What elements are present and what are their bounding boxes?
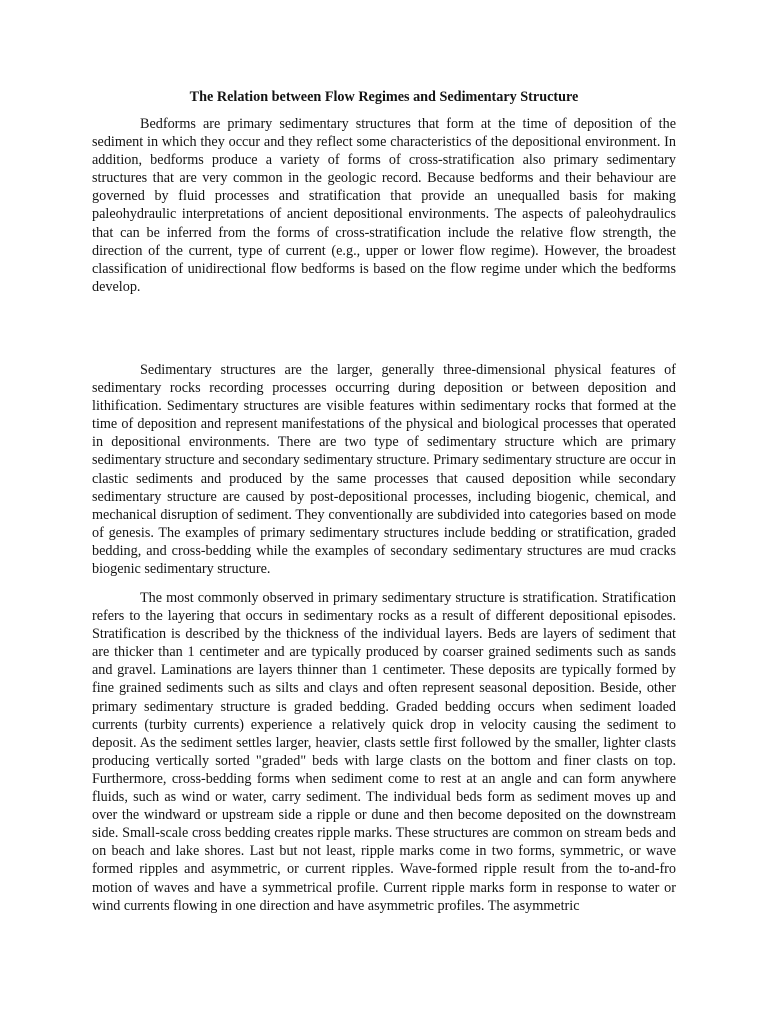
document-title: The Relation between Flow Regimes and Sedimentary Structure bbox=[189, 89, 579, 105]
paragraph-bedforms: Bedforms are primary sedimentary structures that form at the time of deposition of the sediment in which they occur and they reflect some characteristics of the depositional environment. In addition, bedforms produce a variety of forms of cross-stratification also primary sedimentary structures that are very common in the geologic record. Because bedforms and their behaviour are governed by fluid processes and stratification that provide an unequalled basis for making paleohydraulic interpretations of ancient depositional environments. The aspects of paleohydraulics that can be inferred from the forms of cross-stratification include the relative flow strength, the direction of the current, type of current (e.g., upper or lower flow regime). However, the broadest classification of unidirectional flow bedforms is based on the flow regime under which the bedforms develop. bbox=[92, 116, 676, 295]
paragraph-stratification: The most commonly observed in primary sedimentary structure is stratification. Stratification refers to the layering that occurs in sedimentary rocks as a result of different depositional episodes. Stratification is described by the thickness of the individual layers. Beds are layers of sediment that are thicker than 1 centimeter and are typically produced by coarser grained sediments such as sands and gravel. Laminations are layers thinner than 1 centimeter. These deposits are typically formed by fine grained sediments such as silts and clays and often represent seasonal deposition. Beside, other primary sedimentary structure is graded bedding. Graded bedding occurs when sediment loaded currents (turbity currents) experience a relatively quick drop in velocity causing the sediment to deposit. As the sediment settles larger, heavier, clasts settle first followed by the smaller, lighter clasts producing vertically sorted "graded" beds with large clasts on the bottom and finer clasts on top. Furthermore, cross-bedding forms when sediment come to rest at an angle and can form anywhere fluids, such as wind or water, carry sediment. The individual beds form as sediment moves up and over the windward or upstream side a ripple or dune and then become deposited on the downstream side. Small-scale cross bedding creates ripple marks. These structures are common on stream beds and on beach and lake shores. Last but not least, ripple marks come in two forms, symmetric, or wave formed ripples and asymmetric, or current ripples. Wave-formed ripple result from the to-and-fro motion of waves and have a symmetrical profile. Current ripple marks form in response to water or wind currents flowing in one direction and have asymmetric profiles. The asymmetric bbox=[92, 590, 676, 914]
paragraph-sedimentary-structures: Sedimentary structures are the larger, generally three-dimensional physical features of sedimentary rocks recording processes occurring during deposition or between deposition and lithification. Sedimentary structures are visible features within sedimentary rocks that formed at the time of deposition and represent manifestations of the physical and biological processes that operated in depositional environments. There are two type of sedimentary structure which are primary sedimentary structure and secondary sedimentary structure. Primary sedimentary structure are occur in clastic sediments and produced by the same processes that caused deposition while secondary sedimentary structure are caused by post-depositional processes, including biogenic, chemical, and mechanical disruption of sediment. They conventionally are subdivided into categories based on mode of genesis. The examples of primary sedimentary structures include bedding or stratification, graded bedding, and cross-bedding while the examples of secondary sedimentary structures are mud cracks biogenic sedimentary structure. bbox=[92, 362, 676, 578]
